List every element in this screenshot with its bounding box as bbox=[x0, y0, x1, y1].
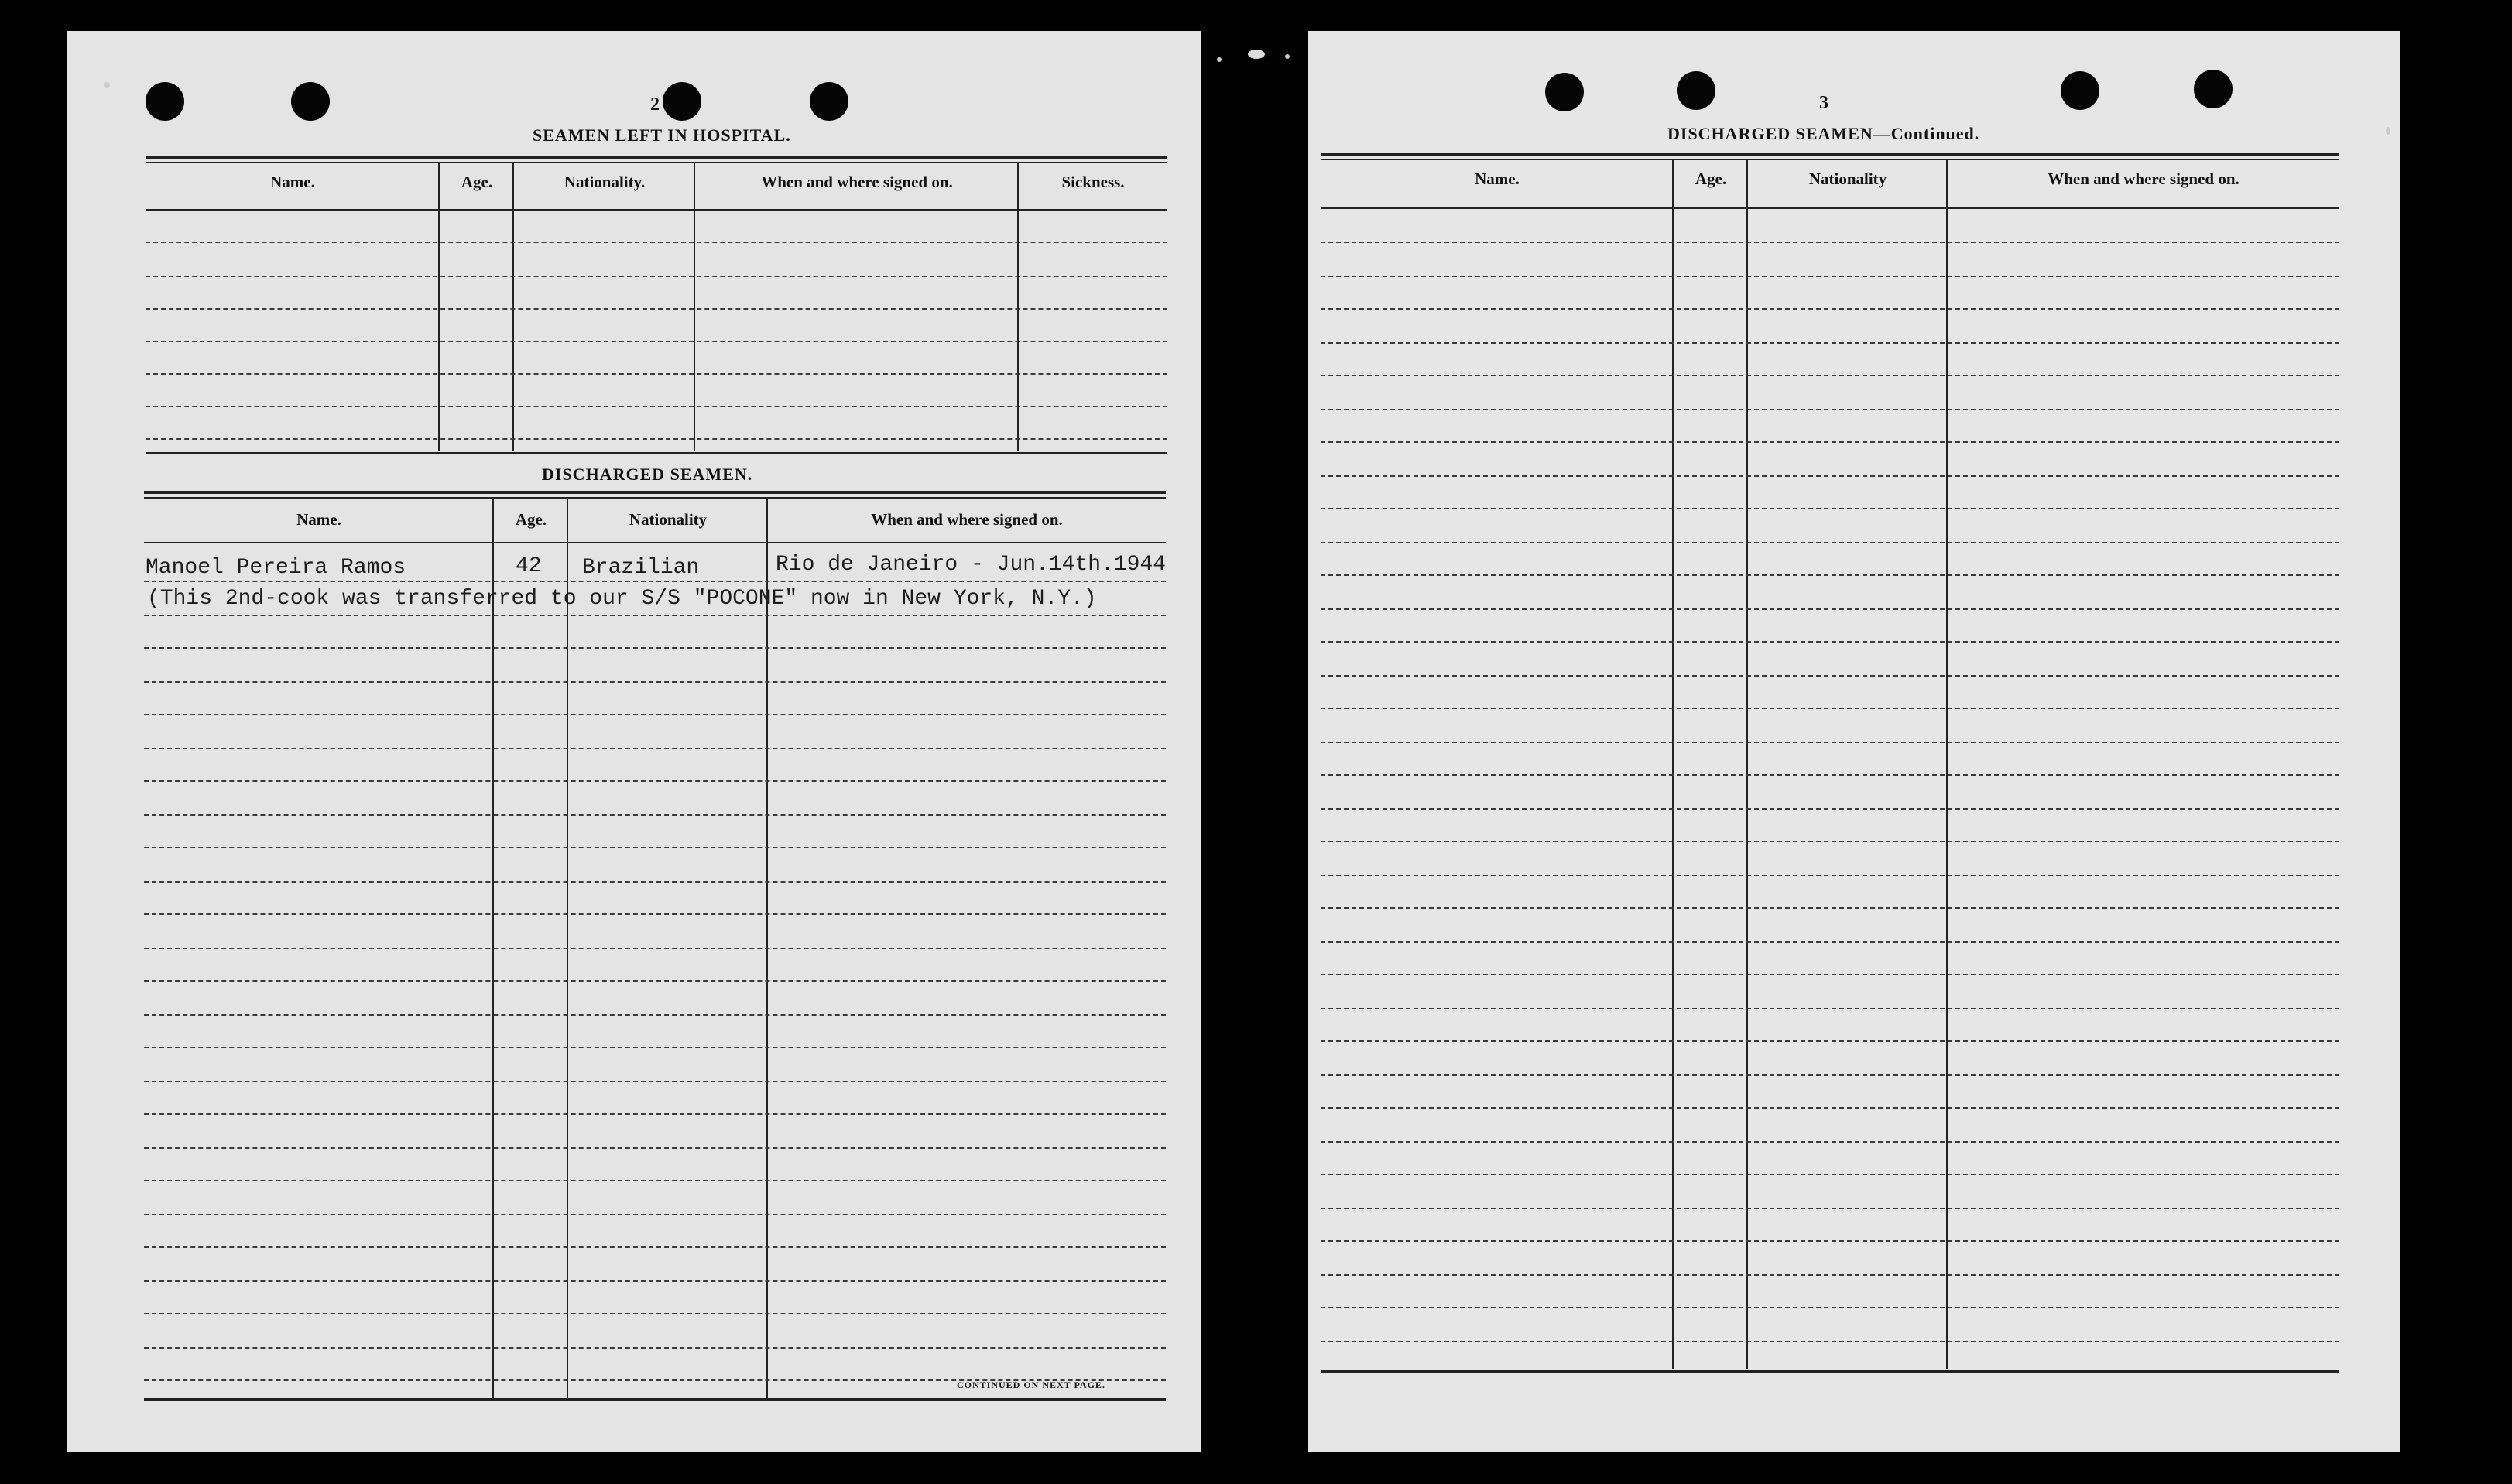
hospital-col-sickness: Sickness. bbox=[1061, 172, 1125, 191]
continued-col-nationality: Nationality bbox=[1808, 169, 1887, 188]
hospital-table bbox=[146, 156, 1167, 457]
punch-hole-icon bbox=[1545, 73, 1584, 111]
transfer-note: (This 2nd-cook was transferred to our S/S "POCONE" now in New York, N.Y.) bbox=[147, 587, 1097, 611]
page-number: 3 bbox=[1819, 93, 1828, 113]
seaman-signed-on: Rio de Janeiro - Jun.14th.1944 bbox=[776, 553, 1167, 577]
discharged-col-age: Age. bbox=[515, 509, 547, 529]
hospital-col-nationality: Nationality. bbox=[564, 172, 646, 191]
discharged-continued-table bbox=[1321, 153, 2339, 1407]
punch-hole-icon bbox=[2061, 71, 2099, 110]
scan-speck bbox=[1248, 50, 1265, 59]
punch-hole-icon bbox=[663, 82, 701, 121]
continued-col-signed-on: When and where signed on. bbox=[2048, 169, 2240, 188]
scan-speck bbox=[1217, 57, 1222, 62]
seaman-nationality: Brazilian bbox=[582, 556, 700, 580]
hospital-col-name: Name. bbox=[270, 172, 315, 191]
punch-hole-icon bbox=[146, 82, 184, 121]
discharged-continued-title: DISCHARGED SEAMEN—Continued. bbox=[1667, 124, 1980, 143]
discharged-col-signed-on: When and where signed on. bbox=[871, 509, 1063, 529]
scan-speck bbox=[104, 82, 110, 88]
discharged-col-nationality: Nationality bbox=[629, 509, 708, 529]
scan-speck bbox=[1285, 54, 1290, 59]
punch-hole-icon bbox=[2194, 70, 2233, 108]
scan-speck bbox=[2386, 127, 2390, 135]
discharged-section-title: DISCHARGED SEAMEN. bbox=[542, 464, 753, 484]
hospital-col-signed-on: When and where signed on. bbox=[761, 172, 953, 191]
seaman-name: Manoel Pereira Ramos bbox=[146, 556, 406, 580]
punch-hole-icon bbox=[291, 82, 330, 121]
page-number: 2 bbox=[650, 94, 660, 115]
hospital-section-title: SEAMEN LEFT IN HOSPITAL. bbox=[533, 125, 791, 145]
discharged-table bbox=[144, 461, 1166, 1406]
punch-hole-icon bbox=[810, 82, 848, 121]
hospital-col-age: Age. bbox=[461, 172, 493, 191]
right-page bbox=[1308, 31, 2400, 1452]
continued-col-name: Name. bbox=[1475, 169, 1520, 188]
punch-hole-icon bbox=[1677, 71, 1715, 110]
continued-footer: CONTINUED ON NEXT PAGE. bbox=[957, 1379, 1105, 1390]
discharged-col-name: Name. bbox=[296, 509, 341, 529]
left-page bbox=[67, 31, 1201, 1452]
continued-col-age: Age. bbox=[1695, 169, 1727, 188]
seaman-age: 42 bbox=[516, 554, 542, 578]
